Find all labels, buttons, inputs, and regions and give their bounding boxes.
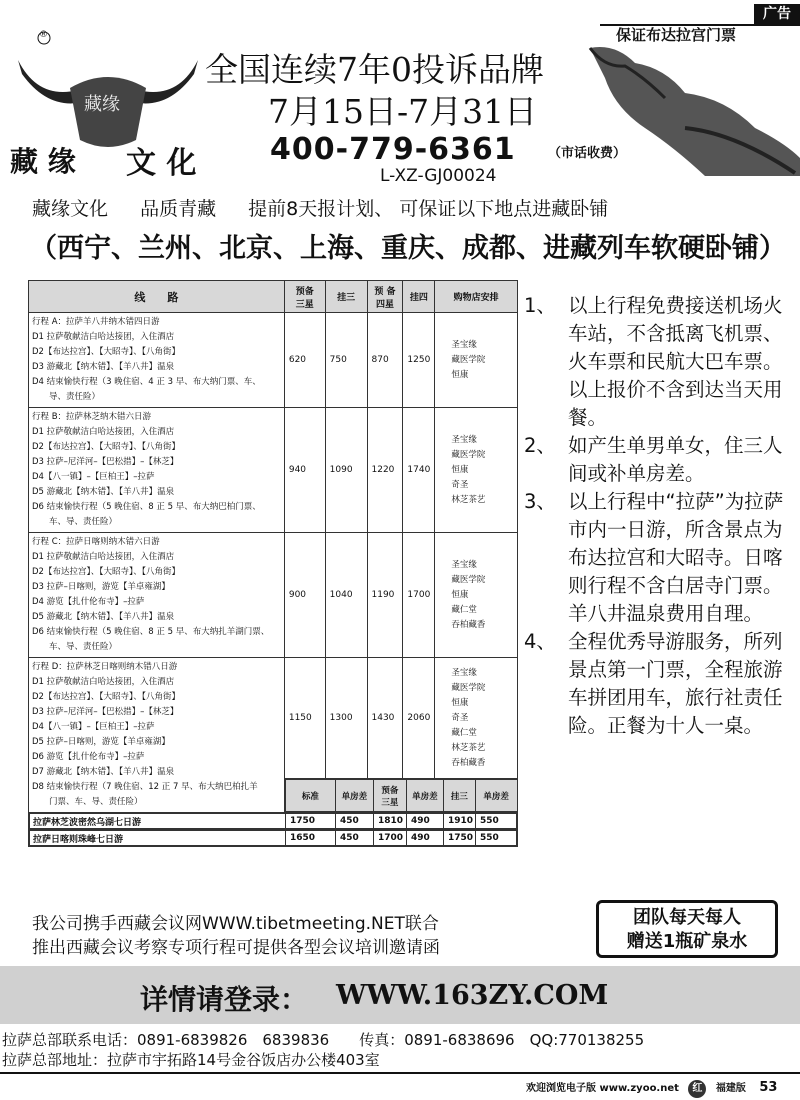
registered-mark: ® xyxy=(39,30,48,40)
route-line: D5 游藏北【纳木错】、【羊八井】温泉 xyxy=(32,612,175,622)
price-cell: 1190 xyxy=(367,533,403,658)
hotline-phone: 400-779-6361 xyxy=(270,132,516,167)
route-line: D4 游览【扎什伦布寺】–拉萨 xyxy=(32,597,145,607)
col-header: 挂四 xyxy=(403,281,435,313)
col-header: 预备 三星 xyxy=(284,281,325,313)
sleeper-cities: （西宁、兰州、北京、上海、重庆、成都、进藏列车软硬卧铺） xyxy=(30,233,786,264)
note-item xyxy=(524,292,796,432)
footer-edition: 福建版 xyxy=(715,1083,746,1094)
route-line: D3 游藏北【纳木错】、【羊八井】温泉 xyxy=(32,362,175,372)
table-row xyxy=(29,408,518,533)
extra-price: 490 xyxy=(407,831,444,846)
price-cell: 940 xyxy=(284,408,325,533)
note-number: 1、 xyxy=(524,294,556,317)
route-line: D8 结束愉快行程（7 晚住宿、12 正 7 早、布大纳巴柏扎羊 xyxy=(32,782,258,792)
extra-price: 1700 xyxy=(374,831,407,846)
shop-item: 恒康 xyxy=(451,464,469,475)
phone-note: （市话收费） xyxy=(548,146,627,161)
price-cell: 2060 xyxy=(403,658,435,779)
col-header: 购物店安排 xyxy=(435,281,518,313)
shop-item: 藏医学院 xyxy=(451,449,486,460)
col-header: 预 备 四星 xyxy=(367,281,403,313)
shop-cell xyxy=(435,533,518,658)
price-cell: 1040 xyxy=(325,533,367,658)
note-text: 以上行程中“拉萨”为拉萨市内一日游，所含景点为布达拉宫和大昭寺。日喀则行程不含白居寺门票。羊八井温泉费用自理。 xyxy=(568,490,784,625)
footer-rule xyxy=(0,1072,800,1074)
website-label: 详情请登录： xyxy=(140,983,309,1016)
shop-item: 恒康 xyxy=(451,697,469,708)
shop-item: 藏医学院 xyxy=(451,682,486,693)
slogan-part: 藏缘文化 xyxy=(32,198,109,220)
route-line: D6 结束愉快行程（5 晚住宿、8 正 5 早、布大纳扎羊湖门票、 xyxy=(32,627,270,637)
route-line: 行程 D：拉萨林芝日喀则纳木错八日游 xyxy=(32,662,178,672)
price-cell: 750 xyxy=(325,313,367,408)
extra-price: 1750 xyxy=(286,814,336,829)
route-cell xyxy=(29,313,285,408)
extra-route-row xyxy=(29,813,518,830)
promo-line: 赠送1瓶矿泉水 xyxy=(626,931,748,952)
promo-line: 团队每天每人 xyxy=(633,907,741,928)
website-link[interactable]: WWW.163ZY.COM xyxy=(336,980,609,1011)
note-number: 3、 xyxy=(524,490,556,513)
footer-logo-icon: 红 xyxy=(688,1080,706,1098)
price-cell: 870 xyxy=(367,313,403,408)
license-number: L-XZ-GJ00024 xyxy=(380,166,497,186)
route-line: D4 结束愉快行程（3 晚住宿、4 正 3 早、布大纳门票、车、 xyxy=(32,377,261,387)
shop-item: 吞柏藏香 xyxy=(451,619,486,630)
price-cell: 1220 xyxy=(367,408,403,533)
table-row xyxy=(29,533,518,658)
meeting-promo xyxy=(32,912,440,960)
route-line: D2【布达拉宫】、【大昭寺】、【八角街】 xyxy=(32,567,180,577)
extra-price: 550 xyxy=(476,814,517,829)
slogan xyxy=(32,194,634,221)
price-cell: 1150 xyxy=(284,658,325,779)
ad-badge: 广告 xyxy=(754,4,800,24)
route-line: D6 游览【扎什伦布寺】–拉萨 xyxy=(32,752,145,762)
extra-price: 1750 xyxy=(444,831,476,846)
shop-item: 藏仁堂 xyxy=(451,604,477,615)
route-line: D1 拉萨敬献洁白哈达接团，入住酒店 xyxy=(32,427,175,437)
price-cell: 1250 xyxy=(403,313,435,408)
route-price-table xyxy=(28,280,518,847)
shop-cell xyxy=(435,313,518,408)
route-line: 导、责任险） xyxy=(32,392,101,402)
logo-brand-right: 文 化 xyxy=(126,146,197,181)
date-range: 7月15日-7月31日 xyxy=(268,92,538,131)
logo-brand-left: 藏 缘 xyxy=(10,145,76,178)
shop-item: 奇圣 xyxy=(451,479,469,490)
route-line: 行程 A：拉萨羊八井纳木错四日游 xyxy=(32,317,160,327)
guarantee-text: 保证布达拉宫门票 xyxy=(616,26,737,44)
note-text: 以上行程免费接送机场火车站，不含抵离飞机票、火车票和民航大巴车票。以上报价不含到达当天用餐。 xyxy=(568,294,783,429)
route-line: D2【布达拉宫】、【大昭寺】、【八角街】 xyxy=(32,347,180,357)
logo-seal-text: 藏缘 xyxy=(84,94,120,115)
price-cell: 900 xyxy=(284,533,325,658)
route-line: D7 游藏北【纳木错】、【羊八井】温泉 xyxy=(32,767,175,777)
route-line: D6 结束愉快行程（5 晚住宿、8 正 5 早、布大纳巴柏门票、 xyxy=(32,502,261,512)
extra-price: 450 xyxy=(336,814,374,829)
route-cell xyxy=(29,533,285,658)
contact-address: 拉萨总部地址：拉萨市宇拓路14号金谷饭店办公楼403室 xyxy=(2,1051,380,1069)
route-line: D3 拉萨–日喀则，游览【羊卓雍湖】 xyxy=(32,582,170,592)
extra-route-name: 拉萨林芝波密然乌湖七日游 xyxy=(30,814,286,829)
contact-info xyxy=(2,1030,644,1070)
note-text: 如产生单男单女，住三人间或补单房差。 xyxy=(568,434,783,485)
meeting-line: 我公司携手西藏会议网WWW.tibetmeeting.NET联合 xyxy=(32,914,439,934)
shop-item: 吞柏藏香 xyxy=(451,757,486,768)
meeting-line: 推出西藏会议考察专项行程可提供各型会议培训邀请函 xyxy=(32,938,440,958)
route-line: D3 拉萨–尼洋河–【巴松措】–【林芝】 xyxy=(32,707,179,717)
route-line: 行程 C：拉萨日喀则纳木错六日游 xyxy=(32,537,160,547)
extra-price: 1650 xyxy=(286,831,336,846)
slogan-part: 品质青藏 xyxy=(140,198,217,220)
route-line: D5 拉萨–日喀则，游览【羊卓雍湖】 xyxy=(32,737,170,747)
shop-item: 圣宝缘 xyxy=(451,559,477,570)
route-line: D1 拉萨敬献洁白哈达接团，入住酒店 xyxy=(32,677,175,687)
price-cell: 1090 xyxy=(325,408,367,533)
route-line: 行程 B：拉萨林芝纳木错六日游 xyxy=(32,412,152,422)
route-cell xyxy=(29,658,285,813)
note-number: 2、 xyxy=(524,434,556,457)
extra-price: 450 xyxy=(336,831,374,846)
shop-item: 藏医学院 xyxy=(451,354,486,365)
route-line: D4【八一镇】–【巨柏王】–拉萨 xyxy=(32,722,155,732)
note-number: 4、 xyxy=(524,630,556,653)
shop-item: 藏仁堂 xyxy=(451,727,477,738)
slogan-part: 提前8天报计划、 可保证以下地点进藏卧铺 xyxy=(248,198,609,220)
note-item xyxy=(524,628,796,740)
sub-header: 单房差 xyxy=(406,780,443,812)
page-footer xyxy=(526,1079,777,1098)
extra-route-name: 拉萨日喀则珠峰七日游 xyxy=(30,831,286,846)
shop-item: 恒康 xyxy=(451,369,469,380)
note-text: 全程优秀导游服务，所列景点第一门票，全程旅游车拼团用车，旅行社责任险。正餐为十人一桌。 xyxy=(568,630,783,737)
footer-text: 欢迎浏览电子版 www.zyoo.net xyxy=(526,1083,679,1094)
contact-phones: 拉萨总部联系电话：0891-6839826 6839836 传真：0891-6838696 QQ:770138255 xyxy=(2,1031,645,1049)
price-cell: 620 xyxy=(284,313,325,408)
extra-route-row xyxy=(29,830,518,847)
route-line: 门票、车、导、责任险） xyxy=(32,797,143,807)
price-cell: 1740 xyxy=(403,408,435,533)
note-item xyxy=(524,432,796,488)
route-line: D5 游藏北【纳木错】、【羊八井】温泉 xyxy=(32,487,175,497)
sub-header: 预备 三星 xyxy=(373,780,406,812)
table-row xyxy=(29,313,518,408)
route-line: D1 拉萨敬献洁白哈达接团，入住酒店 xyxy=(32,552,175,562)
note-item xyxy=(524,488,796,628)
shop-item: 奇圣 xyxy=(451,712,469,723)
extra-price: 1910 xyxy=(444,814,476,829)
sub-header: 单房差 xyxy=(335,780,373,812)
shop-item: 圣宝缘 xyxy=(451,434,477,445)
sub-header: 挂三 xyxy=(443,780,475,812)
water-gift-box xyxy=(596,900,778,958)
route-cell xyxy=(29,408,285,533)
shop-item: 恒康 xyxy=(451,589,469,600)
extra-price: 1810 xyxy=(374,814,407,829)
col-header: 挂三 xyxy=(325,281,367,313)
terms-notes xyxy=(524,292,796,740)
brand-logo xyxy=(8,30,208,180)
route-line: D1 拉萨敬献洁白哈达接团，入住酒店 xyxy=(32,332,175,342)
table-row xyxy=(29,658,518,779)
route-line: D3 拉萨–尼洋河–【巴松措】–【林芝】 xyxy=(32,457,179,467)
route-line: D4【八一镇】–【巨柏王】–拉萨 xyxy=(32,472,155,482)
shop-item: 林芝茶艺 xyxy=(451,494,486,505)
shop-cell xyxy=(435,408,518,533)
shop-item: 藏医学院 xyxy=(451,574,486,585)
shop-item: 圣宝缘 xyxy=(451,667,477,678)
shop-item: 圣宝缘 xyxy=(451,339,477,350)
price-cell: 1300 xyxy=(325,658,367,779)
price-cell: 1700 xyxy=(403,533,435,658)
extra-price: 490 xyxy=(407,814,444,829)
shop-cell xyxy=(435,658,518,779)
headline: 全国连续7年0投诉品牌 xyxy=(205,50,544,89)
page-number: 53 xyxy=(759,1080,778,1095)
col-header: 线 路 xyxy=(29,281,285,313)
route-line: 车、导、责任险） xyxy=(32,642,118,652)
sub-header: 单房差 xyxy=(475,780,517,812)
extra-price: 550 xyxy=(476,831,517,846)
sub-header: 标准 xyxy=(285,780,335,812)
route-line: D2【布达拉宫】、【大昭寺】、【八角街】 xyxy=(32,692,180,702)
route-line: D2【布达拉宫】、【大昭寺】、【八角街】 xyxy=(32,442,180,452)
table-header-row xyxy=(29,281,518,313)
shop-item: 林芝茶艺 xyxy=(451,742,486,753)
route-line: 车、导、责任险） xyxy=(32,517,118,527)
price-cell: 1430 xyxy=(367,658,403,779)
